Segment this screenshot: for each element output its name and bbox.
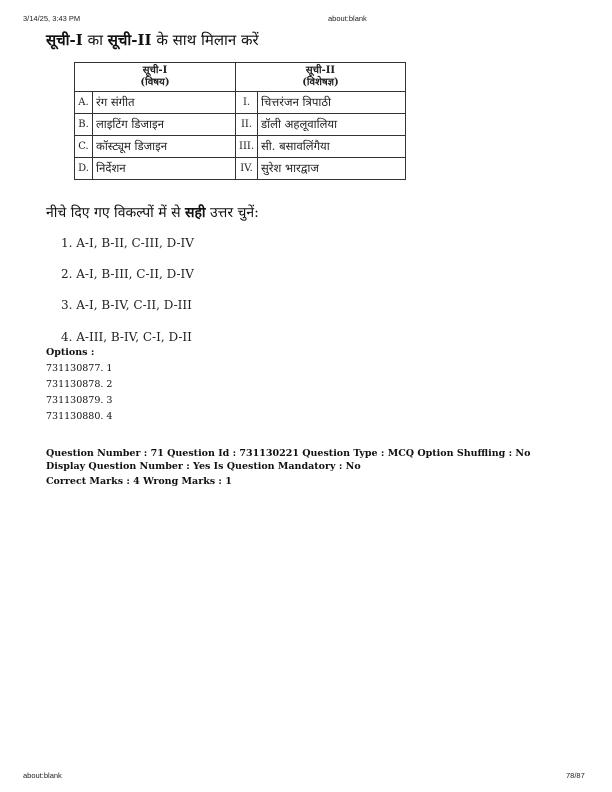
match-table (74, 62, 406, 180)
row-value-2: डॉली अहलूवालिया (258, 114, 406, 136)
footer-url: about:blank (23, 771, 62, 780)
page-number: 78/87 (566, 771, 585, 780)
row-key-1: A. (75, 92, 93, 114)
question-meta (46, 447, 566, 488)
option-id-1: 731130877. 1 (46, 363, 113, 374)
row-key-1: D. (75, 158, 93, 180)
table-row (75, 158, 406, 180)
choice-2: 2. A-I, B-III, C-II, D-IV (61, 267, 194, 281)
print-url: about:blank (328, 14, 367, 23)
row-value-1: निर्देशन (93, 158, 236, 180)
col1-header-sub: (विषय) (140, 77, 170, 88)
col2-header-sub: (विशेषज्ञ) (302, 77, 339, 88)
choice-3: 3. A-I, B-IV, C-II, D-III (61, 298, 192, 312)
option-id-3: 731130879. 3 (46, 395, 113, 406)
choice-1: 1. A-I, B-II, C-III, D-IV (61, 236, 194, 250)
col1-header-title: सूची-I (142, 65, 168, 76)
choice-4: 4. A-III, B-IV, C-I, D-II (61, 330, 192, 344)
question-marks: Correct Marks : 4 Wrong Marks : 1 (46, 476, 232, 487)
title-list1: सूची-I (46, 31, 83, 49)
title-mid: का (82, 31, 108, 49)
row-value-2: सुरेश भारद्वाज (258, 158, 406, 180)
question-meta-line: Question Number : 71 Question Id : 731130221 Question Type : MCQ Option Shuffling : No Display Question Number : Yes Is Question Mandatory : No (46, 448, 531, 472)
instruction-suffix: उत्तर चुनें: (205, 205, 259, 221)
row-key-2: II. (236, 114, 258, 136)
title-list2: सूची-II (107, 31, 152, 49)
row-key-1: C. (75, 136, 93, 158)
row-value-1: कॉस्ट्यूम डिजाइन (93, 136, 236, 158)
table-row (75, 114, 406, 136)
row-value-1: लाइटिंग डिजाइन (93, 114, 236, 136)
option-id-4: 731130880. 4 (46, 411, 113, 422)
instruction-prefix: नीचे दिए गए विकल्पों में से (46, 205, 185, 221)
row-key-2: III. (236, 136, 258, 158)
print-datetime: 3/14/25, 3:43 PM (23, 14, 81, 23)
table-row (75, 92, 406, 114)
row-value-1: रंग संगीत (93, 92, 236, 114)
instruction (46, 203, 259, 222)
table-row (75, 136, 406, 158)
row-key-2: I. (236, 92, 258, 114)
instruction-bold: सही (185, 205, 206, 221)
title-suffix: के साथ मिलान करें (151, 31, 259, 49)
col1-header (75, 63, 236, 92)
row-value-2: चित्तरंजन त्रिपाठी (258, 92, 406, 114)
row-key-1: B. (75, 114, 93, 136)
question-title (46, 30, 259, 50)
options-label: Options : (46, 347, 95, 358)
row-key-2: IV. (236, 158, 258, 180)
row-value-2: सी. बसावलिंगैया (258, 136, 406, 158)
col2-header (236, 63, 406, 92)
option-id-2: 731130878. 2 (46, 379, 113, 390)
col2-header-title: सूची-II (305, 65, 336, 76)
